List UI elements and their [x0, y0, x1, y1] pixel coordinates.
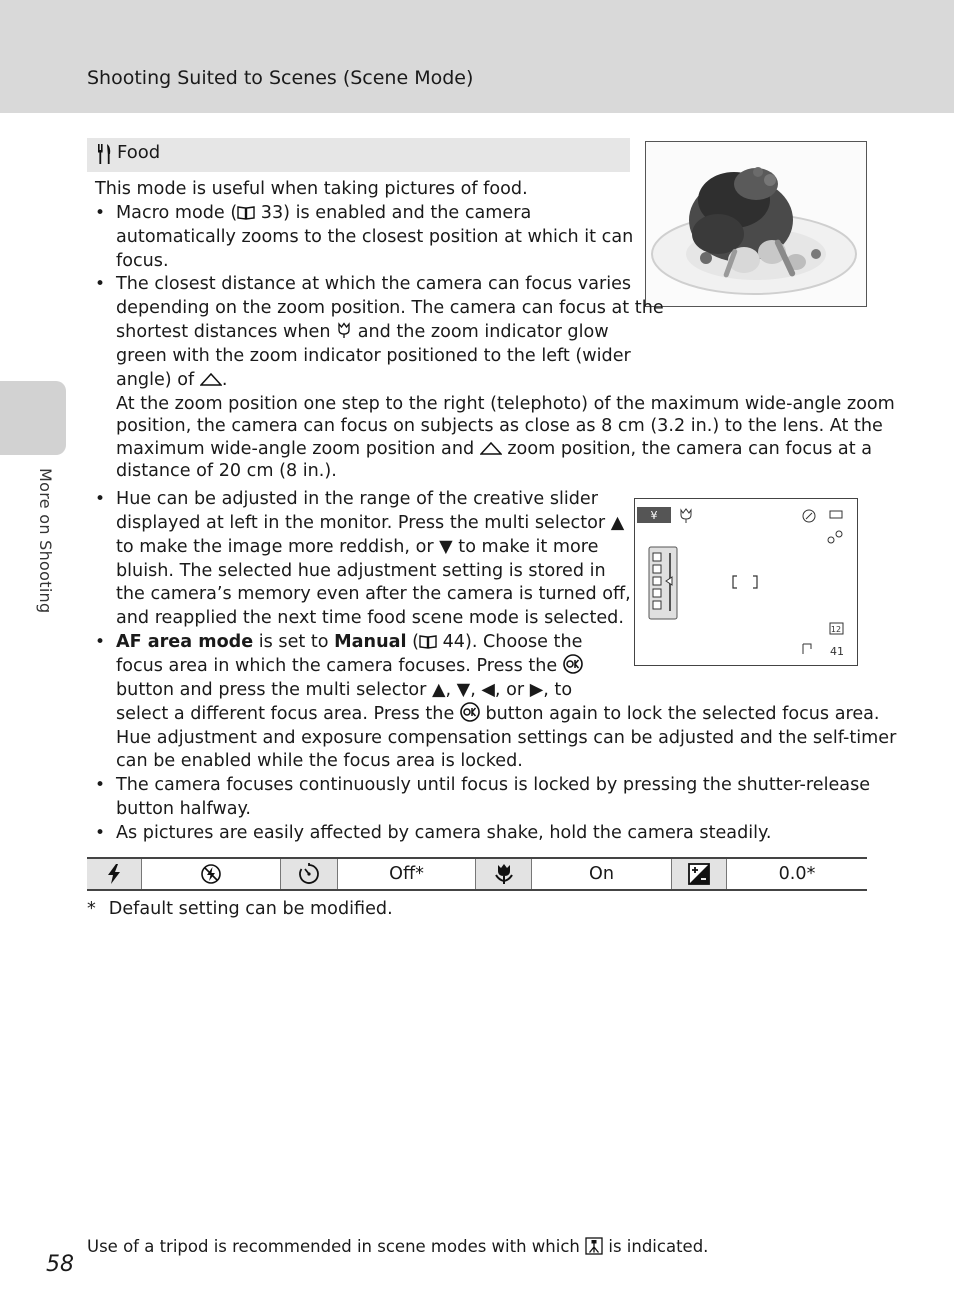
- bullet2-line2: depending on the zoom position. The camera can focus at the: [116, 298, 664, 318]
- bullet2-line6: At the zoom position one step to the right (telephoto) of the maximum wide-angle zoom: [116, 394, 895, 414]
- bullet3-line2: displayed at left in the monitor. Press the multi selector ▲: [116, 513, 625, 533]
- page-header: [0, 0, 954, 113]
- tripod-note: Use of a tripod is recommended in scene modes with which is indicated.: [87, 1237, 709, 1256]
- flash-cell: [87, 859, 141, 889]
- svg-text:12: 12: [830, 625, 842, 634]
- bullet6-line1: As pictures are easily affected by camera shake, hold the camera steadily.: [116, 823, 772, 843]
- exposure-cell: [672, 859, 726, 889]
- wide-angle-icon: [200, 372, 222, 386]
- bullet4-line6: can be enabled while the focus area is locked.: [116, 751, 523, 771]
- book-icon: [237, 205, 255, 220]
- book-icon: [419, 634, 437, 649]
- up-arrow-icon: ▲: [610, 513, 625, 533]
- page-number: 58: [46, 1252, 74, 1277]
- bullet2-line4: green with the zoom indicator positioned to the left (wider: [116, 346, 631, 366]
- header-title: Shooting Suited to Scenes (Scene Mode): [87, 67, 474, 89]
- self-timer-value: Off*: [389, 864, 424, 884]
- bullet2-line7: position, the camera can focus on subjects as close as 8 cm (3.2 in.) to the lens. At the: [116, 416, 883, 436]
- ok-button-icon: [460, 702, 480, 722]
- bullet3-line4: bluish. The selected hue adjustment setting is stored in: [116, 561, 606, 581]
- side-tab: [0, 381, 66, 455]
- bullet5-line2: button halfway.: [116, 799, 251, 819]
- bullet4-line4: select a different focus area. Press the button again to lock the selected focus area.: [116, 704, 880, 724]
- bullet4-line1: AF area mode is set to Manual ( 44). Choose the: [116, 632, 583, 652]
- bullet2-line9: distance of 20 cm (8 in.).: [116, 461, 337, 481]
- bullet4-line3: button and press the multi selector ▲, ▼, ◀, or ▶, to: [116, 680, 573, 700]
- bullet-marker: •: [95, 823, 106, 843]
- macro-tulip-icon: [492, 862, 516, 886]
- bullet-marker: •: [95, 203, 106, 223]
- side-tab-label: More on Shooting: [36, 468, 55, 614]
- wide-angle-icon: [480, 441, 502, 455]
- bullet1-line1: Macro mode ( 33) is enabled and the camera: [116, 203, 532, 223]
- bullet3-line6: and reapplied the next time food scene mode is selected.: [116, 608, 624, 628]
- bullet3-line5: the camera’s memory even after the camera is turned off,: [116, 584, 631, 604]
- bullet-marker: •: [95, 274, 106, 294]
- bullet-marker: •: [95, 632, 106, 652]
- bullet5-line1: The camera focuses continuously until focus is locked by pressing the shutter-release: [116, 775, 871, 795]
- exposure-value: 0.0*: [778, 864, 816, 884]
- bullet2-line1: The closest distance at which the camera can focus varies: [116, 274, 632, 294]
- bullet4-line5: Hue adjustment and exposure compensation settings can be adjusted and the self-timer: [116, 728, 897, 748]
- section-heading: [87, 138, 630, 172]
- self-timer-icon: [297, 862, 321, 886]
- svg-text:¥: ¥: [650, 509, 658, 522]
- fork-knife-icon: [96, 143, 114, 165]
- bullet2-line8: maximum wide-angle zoom position and zoom position, the camera can focus at a: [116, 439, 872, 459]
- flash-icon: [105, 863, 123, 885]
- svg-text:41: 41: [830, 645, 844, 658]
- monitor-illustration: [634, 498, 858, 666]
- self-timer-cell: [281, 859, 337, 889]
- flash-value-cell: [142, 859, 280, 889]
- bullet4-line2: focus area in which the camera focuses. Press the: [116, 654, 583, 678]
- food-photo: [645, 141, 867, 307]
- down-arrow-icon: ▼: [439, 537, 453, 557]
- tripod-icon: [585, 1237, 603, 1255]
- settings-table: [87, 857, 867, 891]
- footnote: * Default setting can be modified.: [87, 899, 393, 919]
- bullet2-line5: angle) of .: [116, 370, 228, 390]
- flash-off-icon: [200, 863, 222, 885]
- macro-cell: [476, 859, 531, 889]
- bullet-marker: •: [95, 489, 106, 509]
- section-title: Food: [117, 142, 161, 163]
- bullet2-line3: shortest distances when and the zoom indicator glow: [116, 322, 609, 342]
- bullet3-line3: to make the image more reddish, or ▼ to make it more: [116, 537, 599, 557]
- macro-tulip-icon: [336, 322, 352, 339]
- exposure-compensation-icon: [688, 863, 710, 885]
- bullet1-line2: automatically zooms to the closest position at which it can: [116, 227, 634, 247]
- direction-arrows-icon: ▲, ▼, ◀, or ▶, to: [431, 680, 573, 700]
- bullet-marker: •: [95, 775, 106, 795]
- ok-button-icon: [563, 654, 583, 674]
- bullet3-line1: Hue can be adjusted in the range of the creative slider: [116, 489, 598, 509]
- intro-text: This mode is useful when taking pictures of food.: [95, 179, 528, 199]
- bullet1-line3: focus.: [116, 251, 169, 271]
- macro-value: On: [589, 864, 614, 884]
